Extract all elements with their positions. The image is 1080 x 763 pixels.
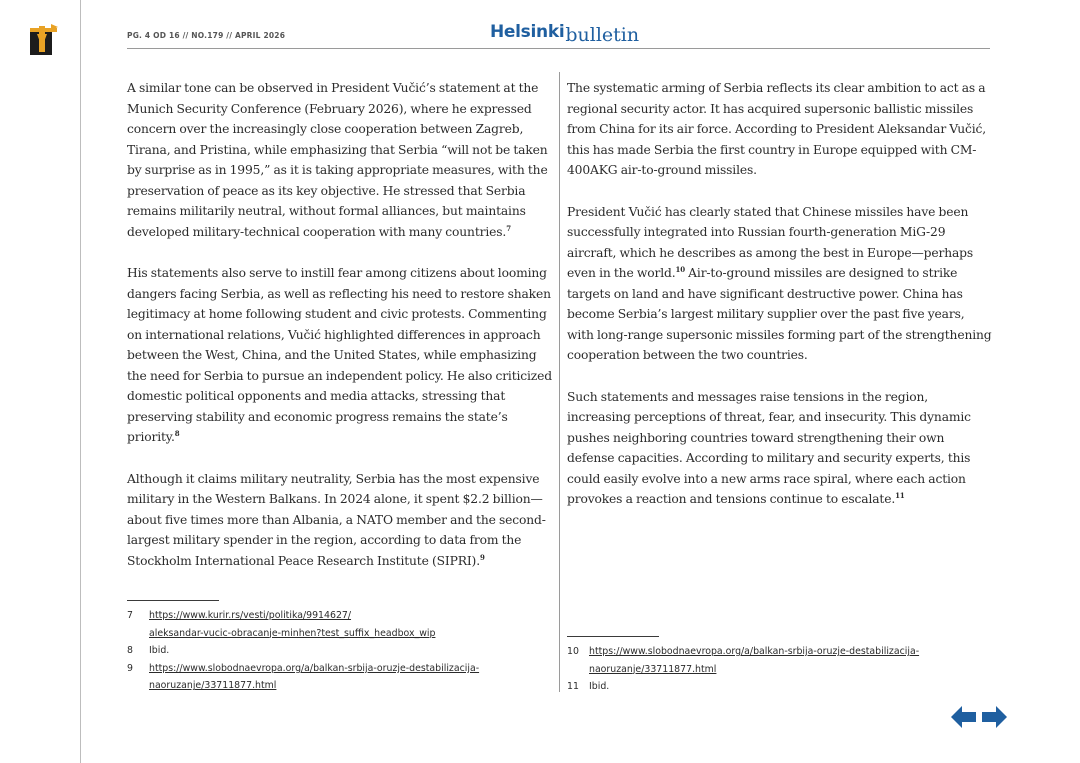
- footnote-number: 7: [127, 610, 133, 621]
- footnote: [127, 607, 552, 642]
- paragraph-text: His statements also serve to instill fear among citizens about looming dangers facing Serbia, as well as reflecting his need to restore shaken legitimacy at home following student and civic protests. Commenting on international relations, Vučić highlighted differences in approach between the West, China, and the United States, while emphasizing the need for Serbia to pursue an independent policy. He also criticized domestic political opponents and media attacks, stressing that preserving stability and economic progress remains the state’s priority.: [127, 266, 552, 444]
- footnote-separator: [567, 636, 659, 637]
- arrow-right-icon[interactable]: [982, 706, 1007, 728]
- issue-info: PG. 4 OD 16 // NO.179 // APRIL 2026: [127, 31, 286, 40]
- footnote-link-line: naoruzanje/33711877.html: [589, 663, 717, 675]
- footnote-separator: [127, 600, 219, 601]
- paragraph: [127, 78, 552, 242]
- footnote-number: 8: [127, 645, 133, 657]
- footnote-link-line: https://www.slobodnaevropa.org/a/balkan-srbija-oruzje-destabilizacija-: [149, 662, 480, 674]
- footnotes-left: [127, 607, 552, 695]
- helsinki-committee-logo-icon: [27, 22, 61, 56]
- footnote-ref: 10: [675, 265, 685, 274]
- paragraph-text: A similar tone can be observed in President Vučić’s statement at the Munich Security Conference (February 2026), where he expressed concern over the increasingly close cooperation between Zagreb, Tirana, and Pristina, while emphasizing that Serbia “will not be taken by surprise as in 1995,” as it is taking appropriate measures, with the preservation of peace as its key objective. He stressed that Serbia remains militarily neutral, without formal alliances, but maintains developed military-technical cooperation with many countries.: [127, 81, 548, 239]
- page-navigation: [951, 706, 1007, 728]
- footnote-link-line: naoruzanje/33711877.html: [149, 680, 277, 692]
- footnote-link-line: https://www.kurir.rs/vesti/politika/9914627/: [149, 610, 352, 621]
- footnote-number: 11: [567, 681, 579, 693]
- page-header: [127, 20, 990, 49]
- paragraph-text: Air-to-ground missiles are designed to strike targets on land and have significant destructive power. China has become Serbia’s largest military supplier over the past five years, with long-range supersonic missiles forming part of the strengthening cooperation between the two countries.: [567, 266, 992, 362]
- column-divider: [559, 72, 560, 692]
- right-column: [567, 78, 992, 531]
- footnote-ref: 7: [506, 223, 511, 233]
- paragraph: [567, 78, 992, 181]
- footnote: [567, 678, 992, 696]
- footnotes-right: [567, 643, 992, 696]
- arrow-left-icon[interactable]: [951, 706, 976, 728]
- paragraph-text: The systematic arming of Serbia reflects its clear ambition to act as a regional security actor. It has acquired supersonic ballistic missiles from China for its air force. According to President Aleksandar Vučić, this has made Serbia the first country in Europe equipped with CM-400AKG air-to-ground missiles.: [567, 81, 987, 177]
- paragraph: [127, 263, 552, 448]
- footnote-text: Ibid.: [149, 645, 170, 657]
- paragraph-text: Such statements and messages raise tensions in the region, increasing perceptions of threat, fear, and insecurity. This dynamic pushes neighboring countries toward strengthening their own defense capacities. According to military and security experts, this could easily evolve into a new arms race spiral, where each action provokes a reaction and tensions continue to escalate.: [567, 389, 971, 506]
- footnote-number: 9: [127, 662, 133, 674]
- footnote-link[interactable]: [149, 607, 552, 642]
- masthead-bold: Helsinki: [490, 22, 565, 42]
- footnote: [127, 642, 552, 660]
- footnote-link[interactable]: [589, 643, 992, 678]
- masthead: [490, 22, 640, 46]
- footnote-number: 10: [567, 646, 579, 657]
- paragraph: [567, 387, 992, 510]
- footnote-ref: 8: [174, 429, 180, 438]
- paragraph: [127, 469, 552, 572]
- footnote-link-line: https://www.slobodnaevropa.org/a/balkan-srbija-oruzje-destabilizacija-: [589, 646, 920, 657]
- footnote-text: Ibid.: [589, 681, 610, 693]
- footnote-ref: 9: [479, 552, 485, 562]
- paragraph-text: Although it claims military neutrality, Serbia has the most expensive military in the Western Balkans. In 2024 alone, it spent $2.2 billion—about five times more than Albania, a NATO member and the second-largest military spender in the region, according to data from the Stockholm International Peace Research Institute (SIPRI).: [127, 471, 546, 568]
- left-column: [127, 78, 552, 592]
- footnote-link[interactable]: [149, 660, 552, 695]
- paragraph-text: President Vučić has clearly stated that Chinese missiles have been successfully integrated into Russian fourth-generation MiG-29 aircraft, which he describes as among the best in Europe—perhaps even in the world.: [567, 204, 974, 280]
- paragraph: [567, 202, 992, 366]
- footnote-ref: 11: [895, 491, 905, 500]
- footnote: [127, 660, 552, 695]
- footnote: [567, 643, 992, 678]
- masthead-light: bulletin: [565, 24, 640, 46]
- footnote-link-line: aleksandar-vucic-obracanje-minhen?test_suffix_headbox_wip: [149, 627, 436, 639]
- sidebar-divider: [80, 0, 81, 763]
